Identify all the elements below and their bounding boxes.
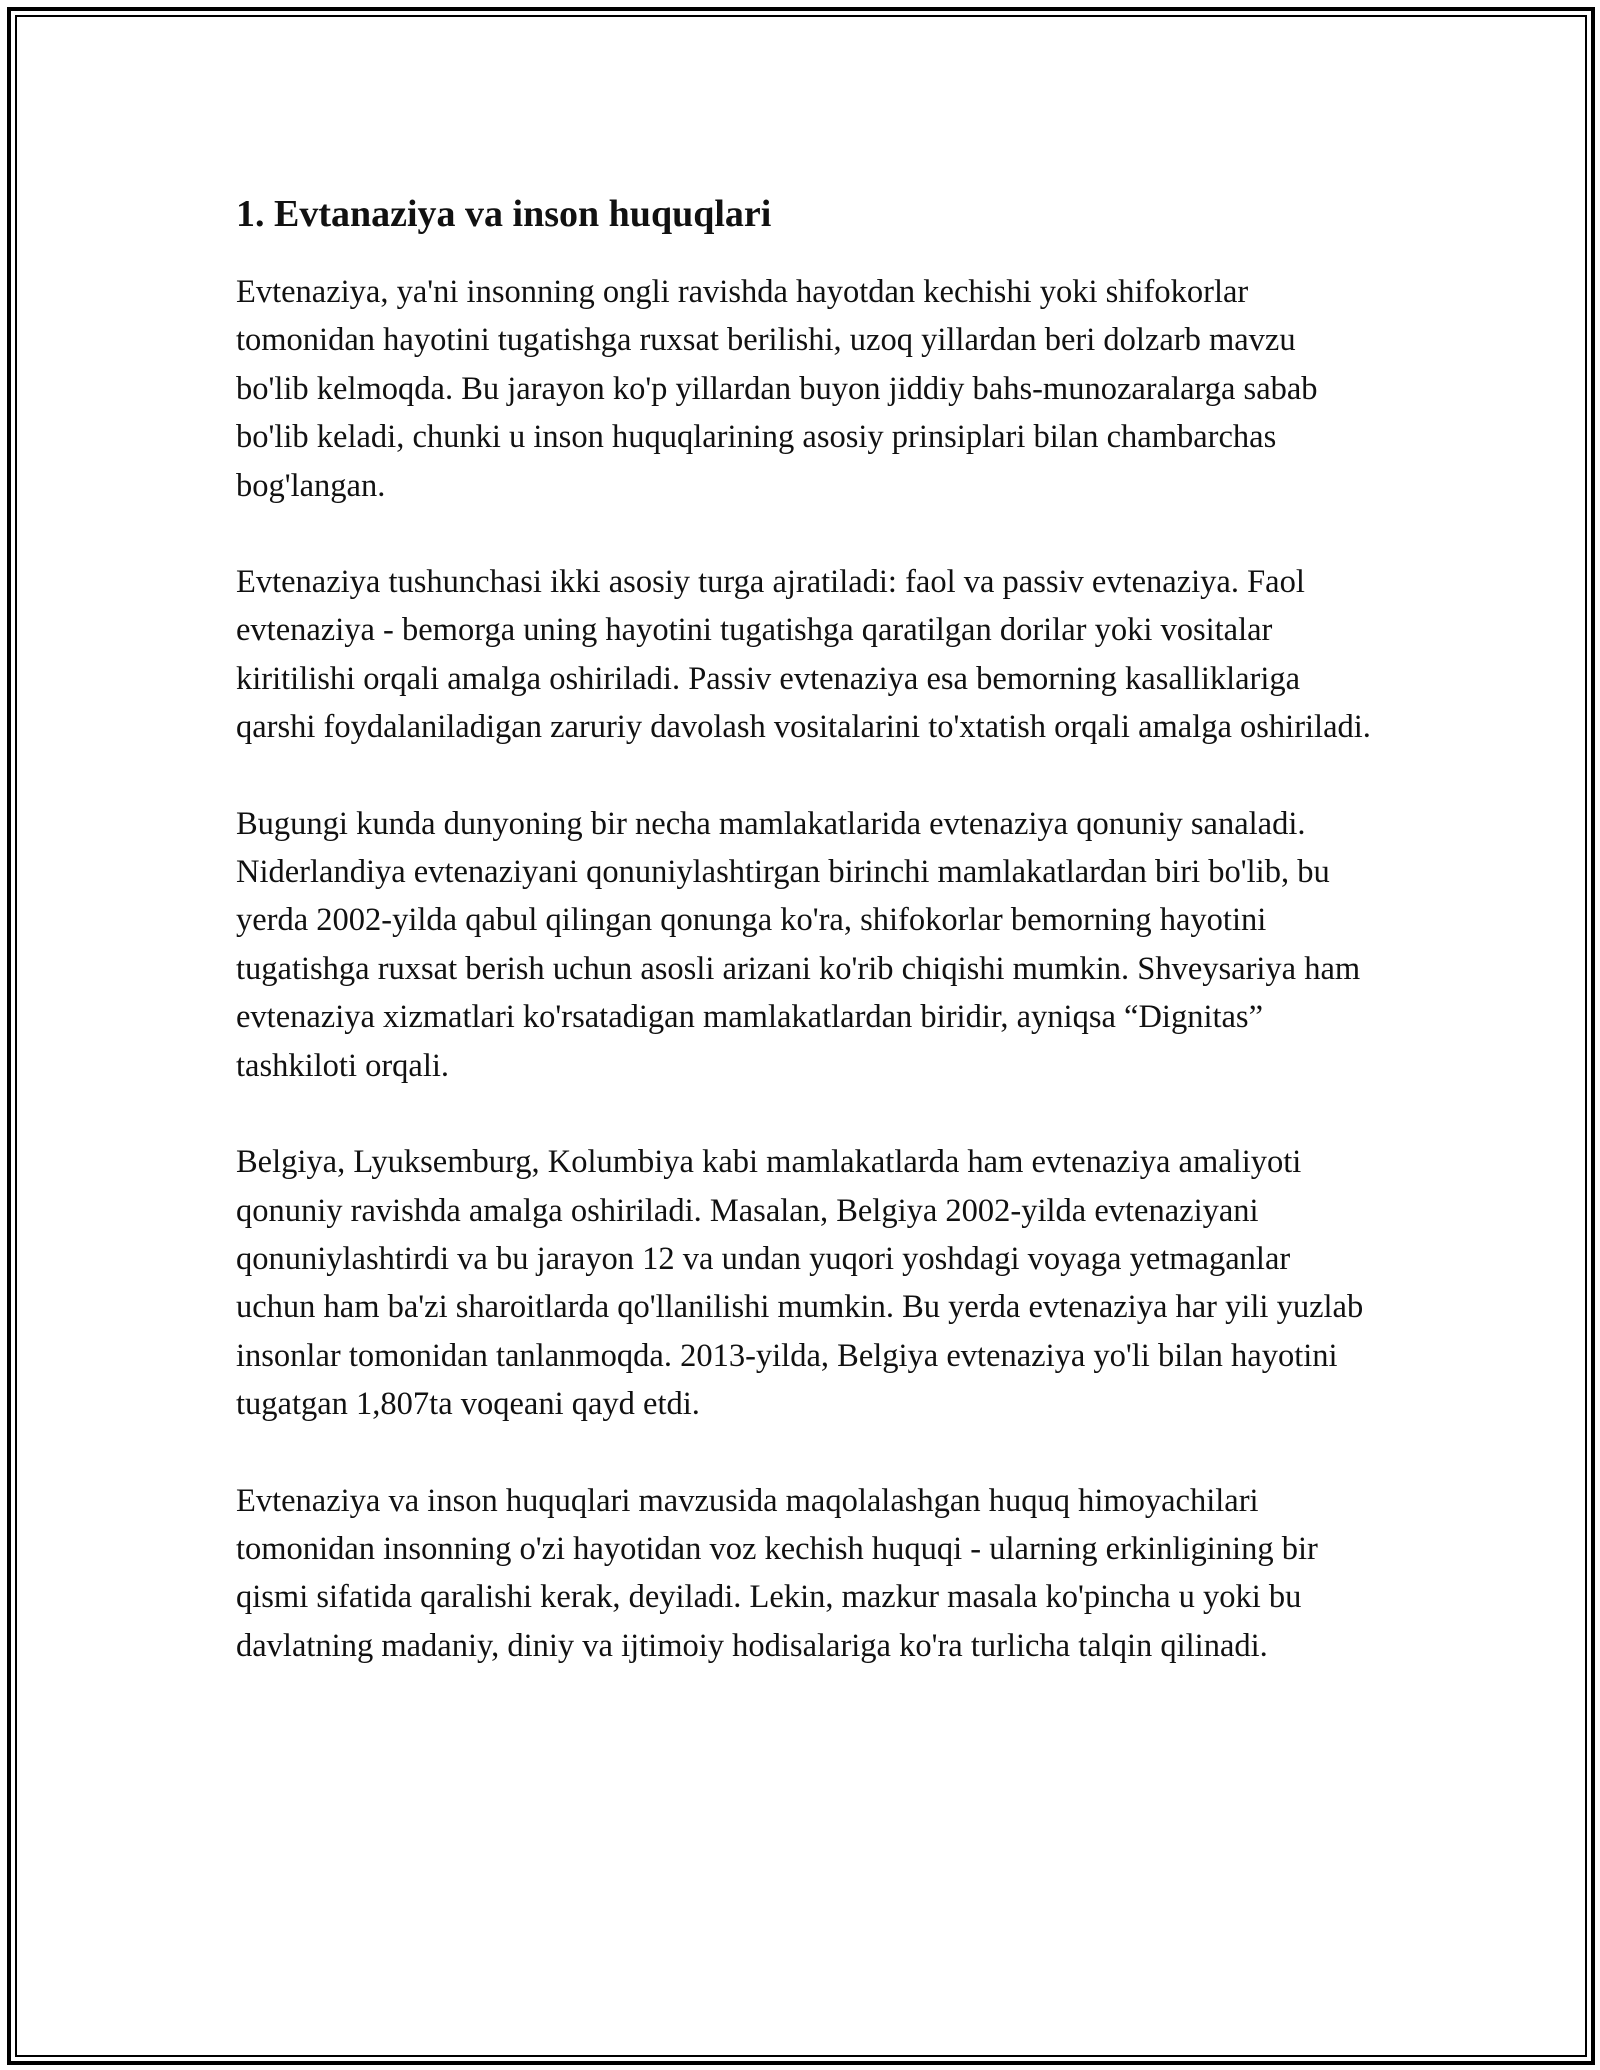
paragraph-5: Evtenaziya va inson huquqlari mavzusida maqolalashgan huquq himoyachilari tomonidan insonning o'zi hayotidan voz kechish huquqi - ularning erkinligining bir qismi sifatida qaralishi kerak, deyiladi. Lekin, mazkur masala ko'pincha u yoki bu davlatning madaniy, diniy va ijtimoiy hodisalariga ko'ra turlicha talqin qilinadi.: [236, 1482, 1318, 1664]
paragraph-2: Evtenaziya tushunchasi ikki asosiy turga ajratiladi: faol va passiv evtenaziya. Faol evtenaziya - bemorga uning hayotini tugatishga qaratilgan dorilar yoki vositalar kiritilishi orqali amalga oshiriladi. Passiv evtenaziya esa bemorning kasalliklariga qarshi foydalaniladigan zaruriy davolash vositalarini to'xtatish orqali amalga oshiriladi.: [236, 564, 1371, 746]
section-heading: 1. Evtanaziya va inson huquqlari: [236, 193, 772, 235]
paragraph-4: Belgiya, Lyuksemburg, Kolumbiya kabi mamlakatlarda ham evtenaziya amaliyoti qonuniy ravishda amalga oshiriladi. Masalan, Belgiya 2002-yilda evtenaziyani qonuniylashtirdi va bu jarayon 12 va undan yuqori yoshdagi voyaga yetmaganlar uchun ham ba'zi sharoitlarda qo'llanilishi mumkin. Bu yerda evtenaziya har yili yuzlab insonlar tomonidan tanlanmoqda. 2013-yilda, Belgiya evtenaziya yo'li bilan hayotini tugatgan 1,807ta voqeani qayd etdi.: [236, 1144, 1364, 1423]
paragraph-1: Evtenaziya, ya'ni insonning ongli ravishda hayotdan kechishi yoki shifokorlar tomonidan hayotini tugatishga ruxsat berilishi, uzoq yillardan beri dolzarb mavzu bo'lib kelmoqda. Bu jarayon ko'p yillardan buyon jiddiy bahs-munozaralarga sabab bo'lib keladi, chunki u inson huquqlarining asosiy prinsiplari bilan chambarchas bog'langan.: [236, 274, 1318, 504]
document-body: [236, 188, 1376, 1718]
paragraph-3: Bugungi kunda dunyoning bir necha mamlakatlarida evtenaziya qonuniy sanaladi. Niderlandiya evtenaziyani qonuniylashtirgan birinchi mamlakatlardan biri bo'lib, bu yerda 2002-yilda qabul qilingan qonunga ko'ra, shifokorlar bemorning hayotini tugatishga ruxsat berish uchun asosli arizani ko'rib chiqishi mumkin. Shveysariya ham evtenaziya xizmatlari ko'rsatadigan mamlakatlardan biridir, ayniqsa “Dignitas” tashkiloti orqali.: [236, 805, 1361, 1084]
